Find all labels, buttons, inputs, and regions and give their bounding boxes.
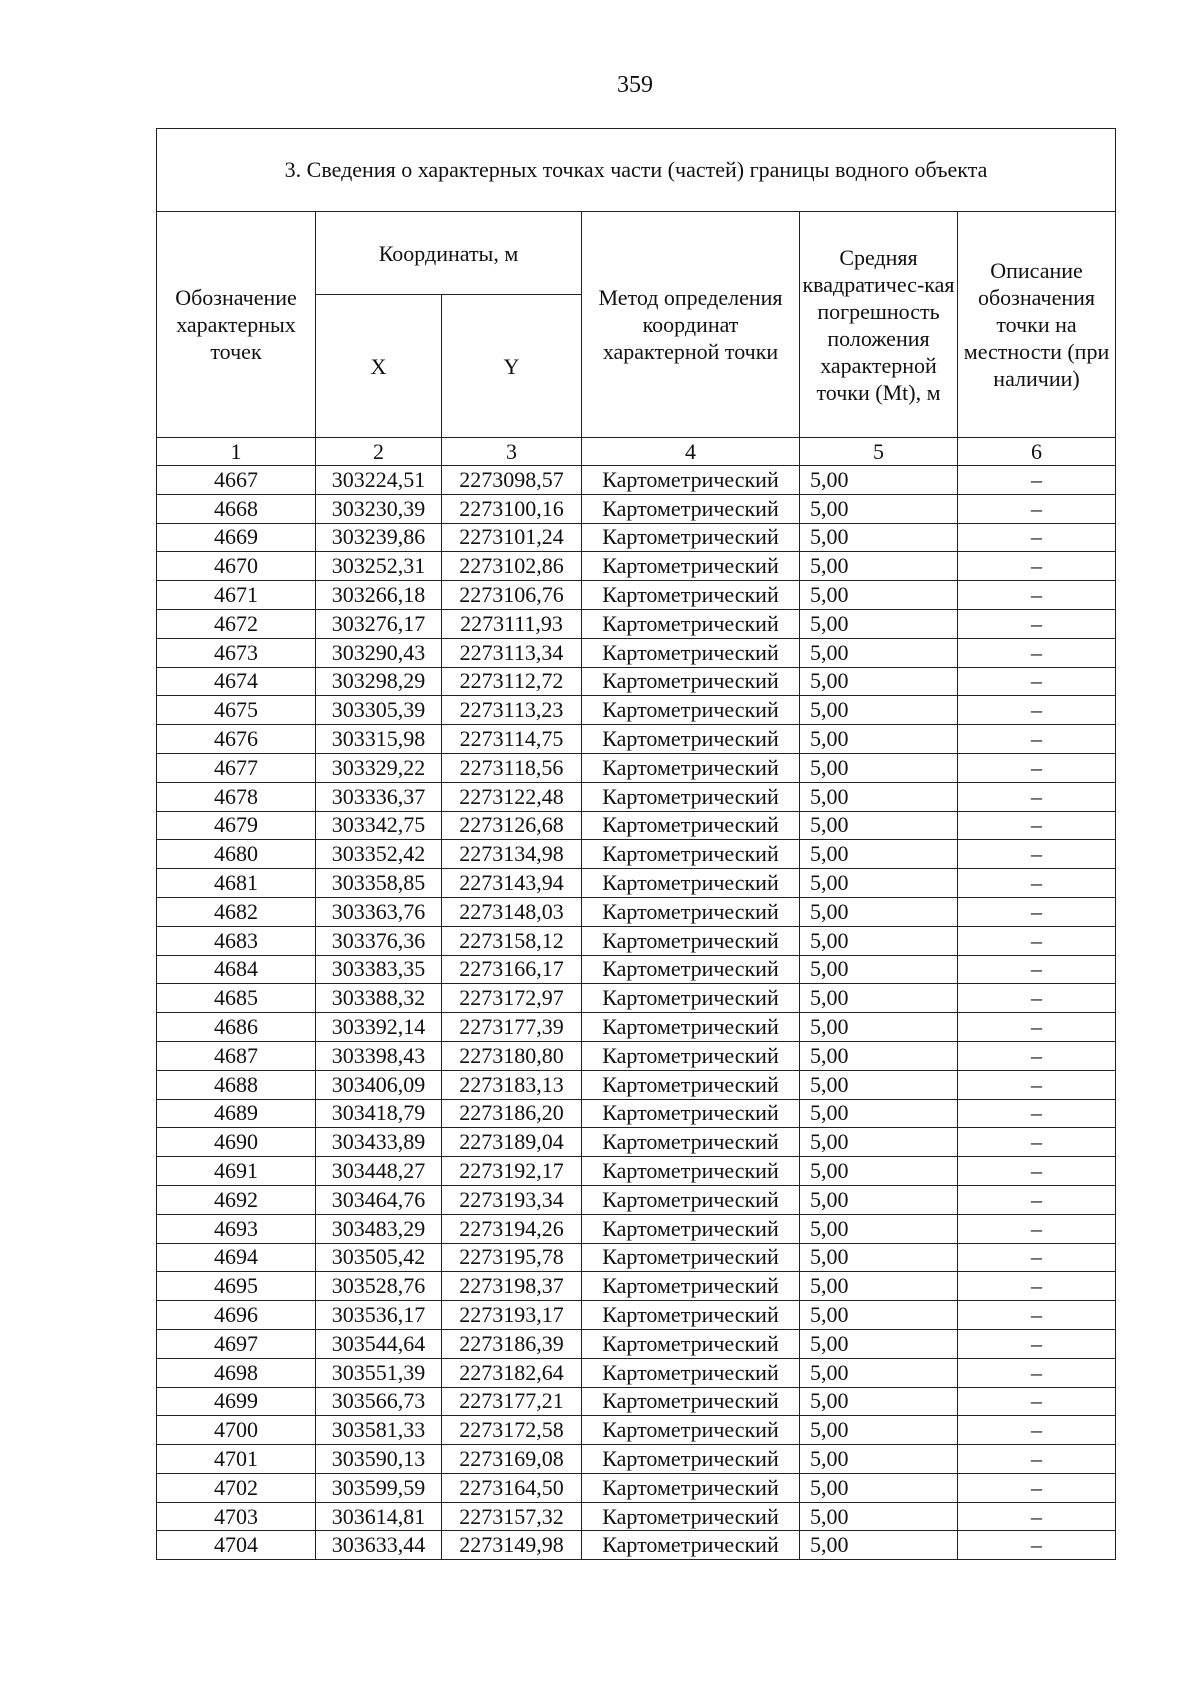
error-cell: 5,00: [800, 494, 958, 523]
point-id-cell: 4685: [157, 984, 316, 1013]
table-row: [157, 552, 1116, 581]
x-coordinate-cell: 303406,09: [316, 1070, 442, 1099]
y-coordinate-cell: 2273172,97: [442, 984, 582, 1013]
table-row: [157, 811, 1116, 840]
method-cell: Картометрический: [582, 782, 800, 811]
point-id-cell: 4672: [157, 609, 316, 638]
header-coordinates: Координаты, м: [316, 212, 582, 295]
x-coordinate-cell: 303315,98: [316, 725, 442, 754]
x-coordinate-cell: 303230,39: [316, 494, 442, 523]
y-coordinate-cell: 2273101,24: [442, 523, 582, 552]
description-cell: –: [958, 1329, 1116, 1358]
y-coordinate-cell: 2273148,03: [442, 897, 582, 926]
error-cell: 5,00: [800, 840, 958, 869]
y-coordinate-cell: 2273122,48: [442, 782, 582, 811]
point-id-cell: 4687: [157, 1041, 316, 1070]
point-id-cell: 4701: [157, 1445, 316, 1474]
point-id-cell: 4700: [157, 1416, 316, 1445]
column-number: 2: [316, 438, 442, 466]
x-coordinate-cell: 303581,33: [316, 1416, 442, 1445]
method-cell: Картометрический: [582, 1041, 800, 1070]
method-cell: Картометрический: [582, 1301, 800, 1330]
y-coordinate-cell: 2273113,34: [442, 638, 582, 667]
description-cell: –: [958, 581, 1116, 610]
point-id-cell: 4673: [157, 638, 316, 667]
y-coordinate-cell: 2273177,39: [442, 1013, 582, 1042]
description-cell: –: [958, 1531, 1116, 1560]
point-id-cell: 4675: [157, 696, 316, 725]
description-cell: –: [958, 955, 1116, 984]
table-row: [157, 581, 1116, 610]
x-coordinate-cell: 303448,27: [316, 1157, 442, 1186]
error-cell: 5,00: [800, 1243, 958, 1272]
point-id-cell: 4676: [157, 725, 316, 754]
y-coordinate-cell: 2273143,94: [442, 869, 582, 898]
x-coordinate-cell: 303398,43: [316, 1041, 442, 1070]
table-row: [157, 1387, 1116, 1416]
method-cell: Картометрический: [582, 1473, 800, 1502]
y-coordinate-cell: 2273183,13: [442, 1070, 582, 1099]
description-cell: –: [958, 552, 1116, 581]
table-row: [157, 955, 1116, 984]
method-cell: Картометрический: [582, 523, 800, 552]
x-coordinate-cell: 303290,43: [316, 638, 442, 667]
header-point-designation: Обозначение характерных точек: [157, 212, 316, 438]
header-x: X: [316, 295, 442, 438]
table-row: [157, 494, 1116, 523]
y-coordinate-cell: 2273193,34: [442, 1185, 582, 1214]
y-coordinate-cell: 2273149,98: [442, 1531, 582, 1560]
y-coordinate-cell: 2273112,72: [442, 667, 582, 696]
point-id-cell: 4674: [157, 667, 316, 696]
table-row: [157, 523, 1116, 552]
method-cell: Картометрический: [582, 667, 800, 696]
error-cell: 5,00: [800, 984, 958, 1013]
description-cell: –: [958, 1445, 1116, 1474]
point-id-cell: 4694: [157, 1243, 316, 1272]
point-id-cell: 4692: [157, 1185, 316, 1214]
table-row: [157, 1157, 1116, 1186]
x-coordinate-cell: 303544,64: [316, 1329, 442, 1358]
x-coordinate-cell: 303358,85: [316, 869, 442, 898]
x-coordinate-cell: 303239,86: [316, 523, 442, 552]
x-coordinate-cell: 303590,13: [316, 1445, 442, 1474]
method-cell: Картометрический: [582, 1157, 800, 1186]
method-cell: Картометрический: [582, 1214, 800, 1243]
table-row: [157, 984, 1116, 1013]
column-number: 5: [800, 438, 958, 466]
description-cell: –: [958, 523, 1116, 552]
table-row: [157, 466, 1116, 495]
description-cell: –: [958, 1416, 1116, 1445]
x-coordinate-cell: 303376,36: [316, 926, 442, 955]
method-cell: Картометрический: [582, 1185, 800, 1214]
x-coordinate-cell: 303599,59: [316, 1473, 442, 1502]
point-id-cell: 4670: [157, 552, 316, 581]
description-cell: –: [958, 1301, 1116, 1330]
y-coordinate-cell: 2273102,86: [442, 552, 582, 581]
y-coordinate-cell: 2273172,58: [442, 1416, 582, 1445]
point-id-cell: 4667: [157, 466, 316, 495]
y-coordinate-cell: 2273164,50: [442, 1473, 582, 1502]
table-row: [157, 897, 1116, 926]
table-row: [157, 1358, 1116, 1387]
error-cell: 5,00: [800, 1387, 958, 1416]
error-cell: 5,00: [800, 1214, 958, 1243]
x-coordinate-cell: 303418,79: [316, 1099, 442, 1128]
table-row: [157, 1272, 1116, 1301]
y-coordinate-cell: 2273166,17: [442, 955, 582, 984]
method-cell: Картометрический: [582, 1243, 800, 1272]
y-coordinate-cell: 2273195,78: [442, 1243, 582, 1272]
table-row: [157, 1099, 1116, 1128]
point-id-cell: 4669: [157, 523, 316, 552]
x-coordinate-cell: 303392,14: [316, 1013, 442, 1042]
point-id-cell: 4696: [157, 1301, 316, 1330]
error-cell: 5,00: [800, 609, 958, 638]
method-cell: Картометрический: [582, 1329, 800, 1358]
table-row: [157, 1473, 1116, 1502]
table-row: [157, 926, 1116, 955]
table-row: [157, 1185, 1116, 1214]
description-cell: –: [958, 782, 1116, 811]
x-coordinate-cell: 303551,39: [316, 1358, 442, 1387]
method-cell: Картометрический: [582, 1099, 800, 1128]
column-number: 6: [958, 438, 1116, 466]
error-cell: 5,00: [800, 1473, 958, 1502]
table-body: [157, 466, 1116, 1560]
description-cell: –: [958, 1157, 1116, 1186]
x-coordinate-cell: 303266,18: [316, 581, 442, 610]
table-row: [157, 1013, 1116, 1042]
point-id-cell: 4699: [157, 1387, 316, 1416]
point-id-cell: 4691: [157, 1157, 316, 1186]
x-coordinate-cell: 303224,51: [316, 466, 442, 495]
method-cell: Картометрический: [582, 840, 800, 869]
method-cell: Картометрический: [582, 869, 800, 898]
error-cell: 5,00: [800, 1128, 958, 1157]
description-cell: –: [958, 753, 1116, 782]
y-coordinate-cell: 2273169,08: [442, 1445, 582, 1474]
x-coordinate-cell: 303342,75: [316, 811, 442, 840]
error-cell: 5,00: [800, 782, 958, 811]
description-cell: –: [958, 1243, 1116, 1272]
x-coordinate-cell: 303388,32: [316, 984, 442, 1013]
error-cell: 5,00: [800, 955, 958, 984]
method-cell: Картометрический: [582, 466, 800, 495]
table-row: [157, 1070, 1116, 1099]
method-cell: Картометрический: [582, 552, 800, 581]
x-coordinate-cell: 303633,44: [316, 1531, 442, 1560]
error-cell: 5,00: [800, 552, 958, 581]
error-cell: 5,00: [800, 1099, 958, 1128]
y-coordinate-cell: 2273113,23: [442, 696, 582, 725]
x-coordinate-cell: 303383,35: [316, 955, 442, 984]
point-id-cell: 4683: [157, 926, 316, 955]
error-cell: 5,00: [800, 1185, 958, 1214]
method-cell: Картометрический: [582, 1387, 800, 1416]
table-row: [157, 1502, 1116, 1531]
point-id-cell: 4688: [157, 1070, 316, 1099]
description-cell: –: [958, 1358, 1116, 1387]
description-cell: –: [958, 1041, 1116, 1070]
description-cell: –: [958, 926, 1116, 955]
error-cell: 5,00: [800, 466, 958, 495]
x-coordinate-cell: 303298,29: [316, 667, 442, 696]
description-cell: –: [958, 1214, 1116, 1243]
point-id-cell: 4698: [157, 1358, 316, 1387]
x-coordinate-cell: 303566,73: [316, 1387, 442, 1416]
x-coordinate-cell: 303252,31: [316, 552, 442, 581]
y-coordinate-cell: 2273192,17: [442, 1157, 582, 1186]
x-coordinate-cell: 303433,89: [316, 1128, 442, 1157]
method-cell: Картометрический: [582, 1502, 800, 1531]
description-cell: –: [958, 466, 1116, 495]
x-coordinate-cell: 303352,42: [316, 840, 442, 869]
table-row: [157, 1243, 1116, 1272]
method-cell: Картометрический: [582, 1445, 800, 1474]
error-cell: 5,00: [800, 753, 958, 782]
error-cell: 5,00: [800, 1445, 958, 1474]
method-cell: Картометрический: [582, 1272, 800, 1301]
description-cell: –: [958, 667, 1116, 696]
y-coordinate-cell: 2273186,20: [442, 1099, 582, 1128]
table-row: [157, 869, 1116, 898]
point-id-cell: 4681: [157, 869, 316, 898]
method-cell: Картометрический: [582, 1070, 800, 1099]
point-id-cell: 4703: [157, 1502, 316, 1531]
point-id-cell: 4695: [157, 1272, 316, 1301]
point-id-cell: 4689: [157, 1099, 316, 1128]
point-id-cell: 4680: [157, 840, 316, 869]
error-cell: 5,00: [800, 926, 958, 955]
error-cell: 5,00: [800, 1070, 958, 1099]
description-cell: –: [958, 1128, 1116, 1157]
description-cell: –: [958, 1013, 1116, 1042]
y-coordinate-cell: 2273194,26: [442, 1214, 582, 1243]
method-cell: Картометрический: [582, 984, 800, 1013]
point-id-cell: 4702: [157, 1473, 316, 1502]
description-cell: –: [958, 811, 1116, 840]
description-cell: –: [958, 1099, 1116, 1128]
table-row: [157, 753, 1116, 782]
x-coordinate-cell: 303363,76: [316, 897, 442, 926]
description-cell: –: [958, 696, 1116, 725]
y-coordinate-cell: 2273182,64: [442, 1358, 582, 1387]
method-cell: Картометрический: [582, 811, 800, 840]
method-cell: Картометрический: [582, 696, 800, 725]
y-coordinate-cell: 2273177,21: [442, 1387, 582, 1416]
column-number: 1: [157, 438, 316, 466]
header-y: Y: [442, 295, 582, 438]
table-row: [157, 609, 1116, 638]
method-cell: Картометрический: [582, 494, 800, 523]
error-cell: 5,00: [800, 581, 958, 610]
method-cell: Картометрический: [582, 753, 800, 782]
table-row: [157, 1301, 1116, 1330]
method-cell: Картометрический: [582, 1013, 800, 1042]
description-cell: –: [958, 869, 1116, 898]
description-cell: –: [958, 1070, 1116, 1099]
error-cell: 5,00: [800, 869, 958, 898]
point-id-cell: 4693: [157, 1214, 316, 1243]
column-numbers-row: [157, 438, 1116, 466]
table-row: [157, 1531, 1116, 1560]
y-coordinate-cell: 2273100,16: [442, 494, 582, 523]
x-coordinate-cell: 303276,17: [316, 609, 442, 638]
column-number: 4: [582, 438, 800, 466]
error-cell: 5,00: [800, 1301, 958, 1330]
description-cell: –: [958, 609, 1116, 638]
error-cell: 5,00: [800, 1531, 958, 1560]
header-description: Описание обозначения точки на местности (при наличии): [958, 212, 1116, 438]
x-coordinate-cell: 303536,17: [316, 1301, 442, 1330]
description-cell: –: [958, 840, 1116, 869]
table-row: [157, 1041, 1116, 1070]
error-cell: 5,00: [800, 1041, 958, 1070]
point-id-cell: 4690: [157, 1128, 316, 1157]
table-row: [157, 782, 1116, 811]
method-cell: Картометрический: [582, 1531, 800, 1560]
x-coordinate-cell: 303464,76: [316, 1185, 442, 1214]
description-cell: –: [958, 1185, 1116, 1214]
point-id-cell: 4704: [157, 1531, 316, 1560]
error-cell: 5,00: [800, 1416, 958, 1445]
method-cell: Картометрический: [582, 1358, 800, 1387]
error-cell: 5,00: [800, 1013, 958, 1042]
point-id-cell: 4697: [157, 1329, 316, 1358]
error-cell: 5,00: [800, 725, 958, 754]
x-coordinate-cell: 303483,29: [316, 1214, 442, 1243]
table-row: [157, 667, 1116, 696]
description-cell: –: [958, 1502, 1116, 1531]
x-coordinate-cell: 303329,22: [316, 753, 442, 782]
method-cell: Картометрический: [582, 725, 800, 754]
y-coordinate-cell: 2273134,98: [442, 840, 582, 869]
point-id-cell: 4677: [157, 753, 316, 782]
error-cell: 5,00: [800, 523, 958, 552]
error-cell: 5,00: [800, 1329, 958, 1358]
column-number: 3: [442, 438, 582, 466]
y-coordinate-cell: 2273098,57: [442, 466, 582, 495]
point-id-cell: 4679: [157, 811, 316, 840]
y-coordinate-cell: 2273198,37: [442, 1272, 582, 1301]
table-row: [157, 1214, 1116, 1243]
y-coordinate-cell: 2273111,93: [442, 609, 582, 638]
table-row: [157, 840, 1116, 869]
method-cell: Картометрический: [582, 955, 800, 984]
x-coordinate-cell: 303505,42: [316, 1243, 442, 1272]
x-coordinate-cell: 303336,37: [316, 782, 442, 811]
y-coordinate-cell: 2273189,04: [442, 1128, 582, 1157]
x-coordinate-cell: 303614,81: [316, 1502, 442, 1531]
table-row: [157, 696, 1116, 725]
boundary-points-table: [156, 128, 1116, 1560]
method-cell: Картометрический: [582, 581, 800, 610]
error-cell: 5,00: [800, 667, 958, 696]
point-id-cell: 4671: [157, 581, 316, 610]
point-id-cell: 4668: [157, 494, 316, 523]
method-cell: Картометрический: [582, 1128, 800, 1157]
x-coordinate-cell: 303305,39: [316, 696, 442, 725]
point-id-cell: 4678: [157, 782, 316, 811]
method-cell: Картометрический: [582, 609, 800, 638]
error-cell: 5,00: [800, 1502, 958, 1531]
error-cell: 5,00: [800, 811, 958, 840]
y-coordinate-cell: 2273126,68: [442, 811, 582, 840]
y-coordinate-cell: 2273180,80: [442, 1041, 582, 1070]
header-method: Метод определения координат характерной точки: [582, 212, 800, 438]
page-number: 359: [617, 72, 653, 98]
point-id-cell: 4686: [157, 1013, 316, 1042]
error-cell: 5,00: [800, 696, 958, 725]
method-cell: Картометрический: [582, 897, 800, 926]
table-row: [157, 1445, 1116, 1474]
description-cell: –: [958, 1473, 1116, 1502]
description-cell: –: [958, 984, 1116, 1013]
error-cell: 5,00: [800, 897, 958, 926]
y-coordinate-cell: 2273157,32: [442, 1502, 582, 1531]
y-coordinate-cell: 2273106,76: [442, 581, 582, 610]
y-coordinate-cell: 2273193,17: [442, 1301, 582, 1330]
y-coordinate-cell: 2273118,56: [442, 753, 582, 782]
description-cell: –: [958, 494, 1116, 523]
header-error: Средняя квадратичес-кая погрешность положения характерной точки (Mt), м: [800, 212, 958, 438]
y-coordinate-cell: 2273158,12: [442, 926, 582, 955]
section-title: 3. Сведения о характерных точках части (частей) границы водного объекта: [157, 129, 1116, 212]
x-coordinate-cell: 303528,76: [316, 1272, 442, 1301]
point-id-cell: 4682: [157, 897, 316, 926]
table-row: [157, 1329, 1116, 1358]
method-cell: Картометрический: [582, 638, 800, 667]
point-id-cell: 4684: [157, 955, 316, 984]
description-cell: –: [958, 638, 1116, 667]
error-cell: 5,00: [800, 1272, 958, 1301]
table-row: [157, 1128, 1116, 1157]
method-cell: Картометрический: [582, 1416, 800, 1445]
description-cell: –: [958, 725, 1116, 754]
error-cell: 5,00: [800, 1358, 958, 1387]
error-cell: 5,00: [800, 1157, 958, 1186]
y-coordinate-cell: 2273114,75: [442, 725, 582, 754]
table-row: [157, 725, 1116, 754]
method-cell: Картометрический: [582, 926, 800, 955]
description-cell: –: [958, 1387, 1116, 1416]
description-cell: –: [958, 1272, 1116, 1301]
error-cell: 5,00: [800, 638, 958, 667]
description-cell: –: [958, 897, 1116, 926]
table-row: [157, 1416, 1116, 1445]
y-coordinate-cell: 2273186,39: [442, 1329, 582, 1358]
table-row: [157, 638, 1116, 667]
